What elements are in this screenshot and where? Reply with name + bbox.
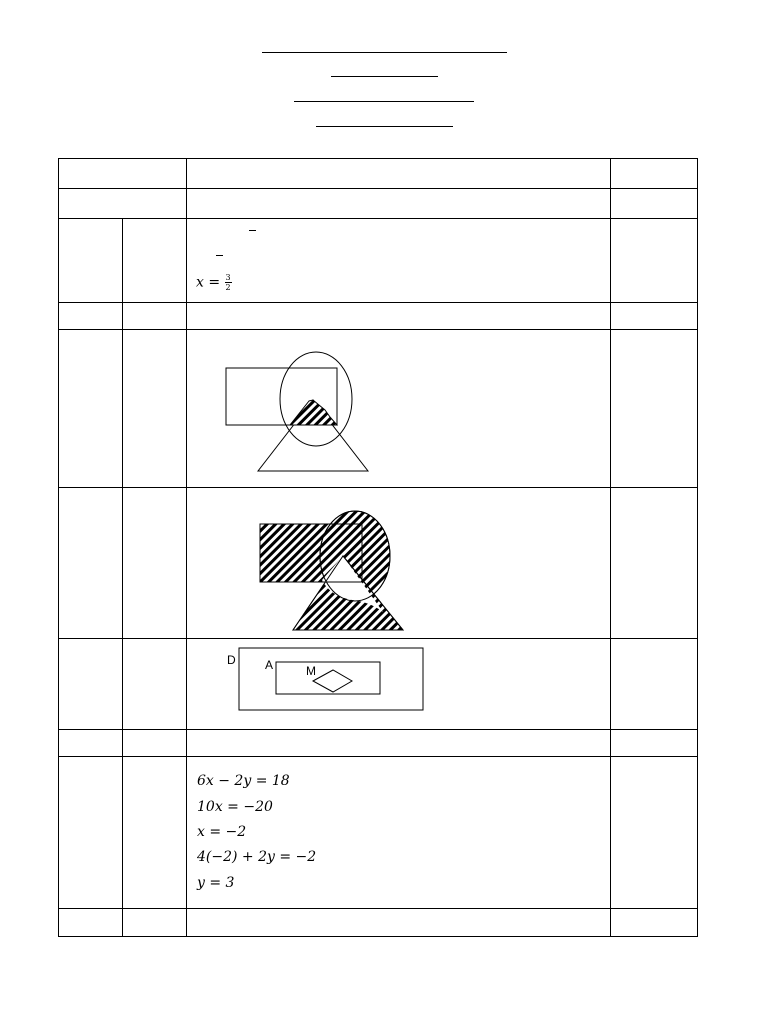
equals-sign: = [203, 274, 225, 291]
numerator: 3 [225, 273, 231, 282]
solution-line-4: 4(−2) + 2y = −2 [197, 849, 317, 865]
solution-line-3: x = −2 [197, 824, 247, 840]
denominator: 2 [225, 283, 231, 292]
solution-line-5: y = 3 [197, 875, 235, 891]
solution-line-1: 6x − 2y = 18 [197, 773, 290, 789]
rhombus-shape [313, 670, 352, 692]
variable-x: x [196, 274, 204, 291]
solution-line-2: 10x = −20 [197, 799, 273, 815]
label-universal-set: D [227, 653, 236, 667]
label-set-m: M [306, 664, 316, 678]
label-set-a: A [265, 658, 274, 672]
